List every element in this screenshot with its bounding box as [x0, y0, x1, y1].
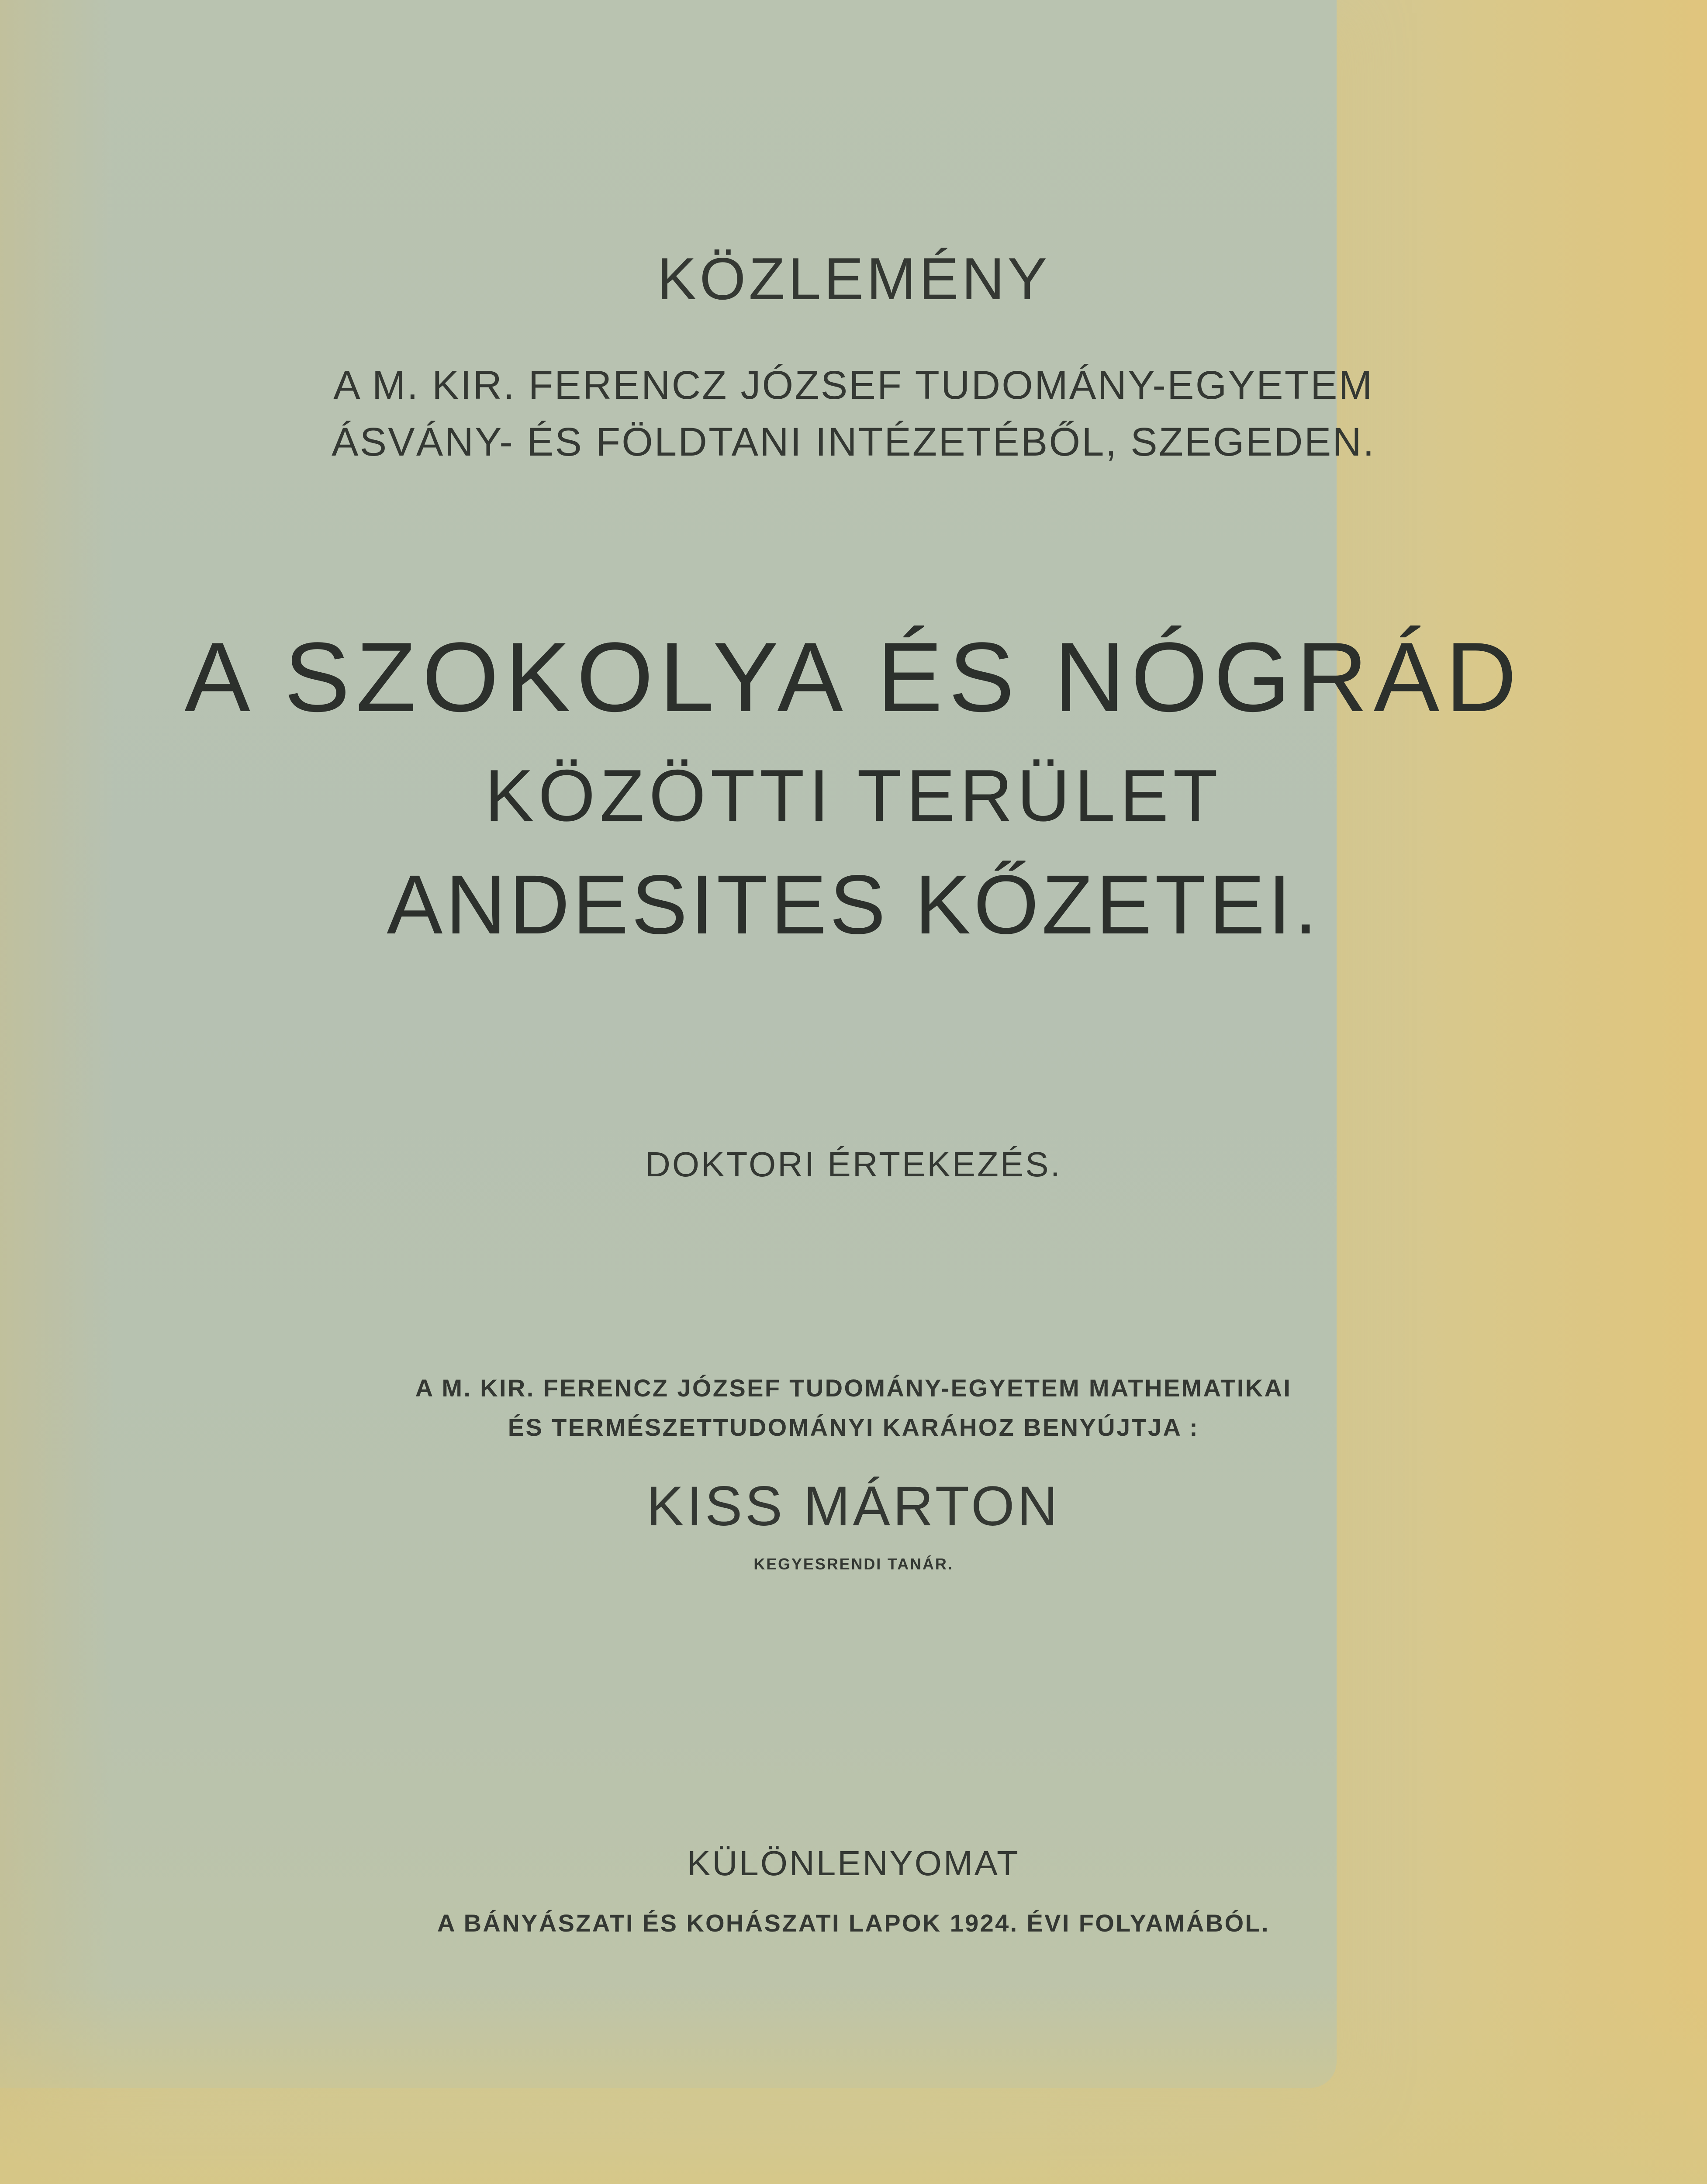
- offprint-label: KÜLÖNLENYOMAT: [687, 1844, 1020, 1883]
- submission-line-1: A M. KIR. FERENCZ JÓZSEF TUDOMÁNY-EGYETEM MATHEMATIKAI: [415, 1374, 1292, 1402]
- institute-line-2: ÁSVÁNY- ÉS FÖLDTANI INTÉZETÉBŐL, SZEGEDEN.: [332, 420, 1375, 464]
- dissertation-label: DOKTORI ÉRTEKEZÉS.: [645, 1145, 1062, 1184]
- title-line-3: ANDESITES KŐZETEI.: [387, 857, 1320, 951]
- institute-line-1: A M. KIR. FERENCZ JÓZSEF TUDOMÁNY-EGYETEM: [333, 363, 1374, 408]
- author-role: KEGYESRENDI TANÁR.: [753, 1555, 954, 1573]
- offprint-source: A BÁNYÁSZATI ÉS KOHÁSZATI LAPOK 1924. ÉVI FOLYAMÁBÓL.: [437, 1909, 1270, 1937]
- author-name: KISS MÁRTON: [646, 1475, 1061, 1538]
- title-line-2: KÖZÖTTI TERÜLET: [484, 754, 1223, 836]
- submission-line-2: ÉS TERMÉSZETTUDOMÁNYI KARÁHOZ BENYÚJTJA :: [508, 1413, 1199, 1441]
- paper-tint: [0, 1987, 1707, 2184]
- title-line-1: A SZOKOLYA ÉS NÓGRÁD: [184, 622, 1523, 732]
- publication-heading: KÖZLEMÉNY: [657, 245, 1050, 312]
